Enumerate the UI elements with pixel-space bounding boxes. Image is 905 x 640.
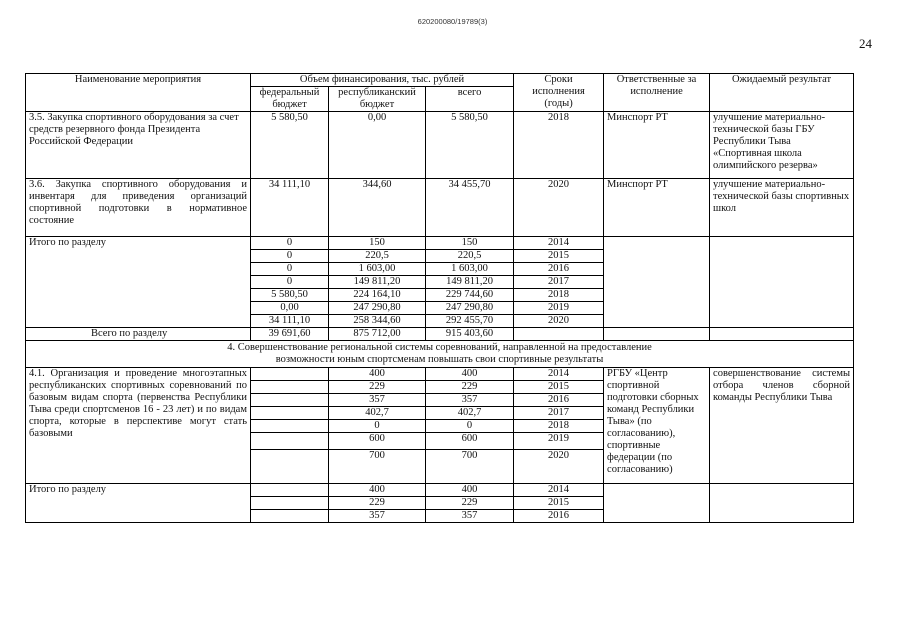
- republic-value: 150: [329, 237, 426, 250]
- year-value: 2016: [514, 510, 604, 523]
- total-value: 150: [426, 237, 514, 250]
- year-value: 2020: [514, 315, 604, 328]
- federal-empty: [251, 368, 329, 381]
- federal-empty: [251, 394, 329, 407]
- federal-empty: [251, 497, 329, 510]
- year-value: 2018: [514, 112, 604, 179]
- table-row: [26, 484, 854, 497]
- year-value: 2015: [514, 497, 604, 510]
- total-value: 149 811,20: [426, 276, 514, 289]
- responsible-empty: [604, 237, 710, 328]
- result-value: совершенствование системы отбора членов сборной команды Республики Тыва: [710, 368, 854, 484]
- republic-value: 258 344,60: [329, 315, 426, 328]
- republic-value: 229: [329, 497, 426, 510]
- program-table: [25, 73, 854, 523]
- total-value: 0: [426, 420, 514, 433]
- republic-value: 875 712,00: [329, 328, 426, 341]
- federal-value: 39 691,60: [251, 328, 329, 341]
- republic-value: 402,7: [329, 407, 426, 420]
- republic-value: 247 290,80: [329, 302, 426, 315]
- header-name: Наименование мероприятия: [26, 74, 251, 112]
- year-value: 2014: [514, 368, 604, 381]
- year-value: 2018: [514, 289, 604, 302]
- year-value: 2016: [514, 394, 604, 407]
- republic-value: 229: [329, 381, 426, 394]
- year-value: 2017: [514, 276, 604, 289]
- federal-empty: [251, 407, 329, 420]
- federal-value: 34 111,10: [251, 179, 329, 237]
- republic-value: 357: [329, 510, 426, 523]
- table-row: [26, 237, 854, 250]
- header-terms: Сроки исполнения (годы): [514, 74, 604, 112]
- total-value: 1 603,00: [426, 263, 514, 276]
- republic-value: 224 164,10: [329, 289, 426, 302]
- table-row: [26, 112, 854, 179]
- subtotal-label: Итого по разделу: [26, 237, 251, 328]
- total-value: 229: [426, 497, 514, 510]
- header-responsible: Ответственные за исполнение: [604, 74, 710, 112]
- republic-value: 0: [329, 420, 426, 433]
- republic-value: 400: [329, 368, 426, 381]
- year-value: 2020: [514, 179, 604, 237]
- total-value: 5 580,50: [426, 112, 514, 179]
- total-value: 292 455,70: [426, 315, 514, 328]
- total-value: 247 290,80: [426, 302, 514, 315]
- year-value: 2014: [514, 484, 604, 497]
- republic-value: 600: [329, 433, 426, 450]
- header-republic: республиканский бюджет: [329, 87, 426, 112]
- document-id: 620200080/19789(3): [417, 17, 488, 26]
- year-value: 2019: [514, 433, 604, 450]
- responsible-empty: [604, 328, 710, 341]
- federal-value: 34 111,10: [251, 315, 329, 328]
- year-value: 2017: [514, 407, 604, 420]
- total-value: 229: [426, 381, 514, 394]
- total-value: 34 455,70: [426, 179, 514, 237]
- item-name: 3.5. Закупка спортивного оборудования за счет средств резервного фонда Президента Российской Федерации: [26, 112, 251, 179]
- header-funding: Объем финансирования, тыс. рублей: [251, 74, 514, 87]
- header-row-1: [26, 74, 854, 87]
- subtotal-label: Итого по разделу: [26, 484, 251, 523]
- republic-value: 344,60: [329, 179, 426, 237]
- republic-value: 0,00: [329, 112, 426, 179]
- year-value: 2018: [514, 420, 604, 433]
- total-value: 229 744,60: [426, 289, 514, 302]
- total-value: 357: [426, 510, 514, 523]
- result-value: улучшение материально-технической базы ГБУ Республики Тыва «Спортивная школа олимпийского резерва»: [710, 112, 854, 179]
- total-value: 915 403,60: [426, 328, 514, 341]
- year-value: 2020: [514, 450, 604, 484]
- result-empty: [710, 484, 854, 523]
- republic-value: 357: [329, 394, 426, 407]
- federal-empty: [251, 450, 329, 484]
- total-value: 400: [426, 368, 514, 381]
- federal-value: 0: [251, 263, 329, 276]
- table-row: [26, 328, 854, 341]
- federal-value: 0: [251, 276, 329, 289]
- federal-value: 5 580,50: [251, 289, 329, 302]
- item-name: 3.6. Закупка спортивного оборудования и инвентаря для приведения организаций спортивной подготовки в нормативное состояние: [26, 179, 251, 237]
- republic-value: 1 603,00: [329, 263, 426, 276]
- republic-value: 700: [329, 450, 426, 484]
- responsible-value: Минспорт РТ: [604, 112, 710, 179]
- federal-value: 0: [251, 250, 329, 263]
- federal-empty: [251, 433, 329, 450]
- result-empty: [710, 328, 854, 341]
- republic-value: 400: [329, 484, 426, 497]
- year-value: 2015: [514, 250, 604, 263]
- total-value: 600: [426, 433, 514, 450]
- header-result: Ожидаемый результат: [710, 74, 854, 112]
- total-value: 700: [426, 450, 514, 484]
- section-title-row: [26, 341, 854, 368]
- header-federal: федеральный бюджет: [251, 87, 329, 112]
- federal-value: 0,00: [251, 302, 329, 315]
- total-value: 402,7: [426, 407, 514, 420]
- total-value: 400: [426, 484, 514, 497]
- republic-value: 220,5: [329, 250, 426, 263]
- header-total: всего: [426, 87, 514, 112]
- year-value: 2019: [514, 302, 604, 315]
- item-name: 4.1. Организация и проведение многоэтапных республиканских спортивных соревнований по базовым видам спорта (первенства Республики Тыва среди спортсменов 16 - 23 лет) и по видам спорта, которые в перспективе могут стать базовыми: [26, 368, 251, 484]
- federal-empty: [251, 510, 329, 523]
- republic-value: 149 811,20: [329, 276, 426, 289]
- year-empty: [514, 328, 604, 341]
- year-value: 2016: [514, 263, 604, 276]
- page-number: 24: [859, 36, 872, 51]
- federal-empty: [251, 381, 329, 394]
- responsible-value: Минспорт РТ: [604, 179, 710, 237]
- responsible-empty: [604, 484, 710, 523]
- total-value: 357: [426, 394, 514, 407]
- section-title: 4. Совершенствование региональной системы соревнований, направленной на предоставление возможности юным спортсменам повышать свои спортивные результаты: [26, 341, 854, 368]
- year-value: 2015: [514, 381, 604, 394]
- total-label: Всего по разделу: [26, 328, 251, 341]
- year-value: 2014: [514, 237, 604, 250]
- federal-empty: [251, 484, 329, 497]
- result-empty: [710, 237, 854, 328]
- table-row: [26, 179, 854, 237]
- result-value: улучшение материально-технической базы спортивных школ: [710, 179, 854, 237]
- table-row: [26, 368, 854, 381]
- federal-value: 0: [251, 237, 329, 250]
- total-value: 220,5: [426, 250, 514, 263]
- federal-empty: [251, 420, 329, 433]
- responsible-value: РГБУ «Центр спортивной подготовки сборных команд Республики Тыва» (по согласованию), спортивные федерации (по согласованию): [604, 368, 710, 484]
- federal-value: 5 580,50: [251, 112, 329, 179]
